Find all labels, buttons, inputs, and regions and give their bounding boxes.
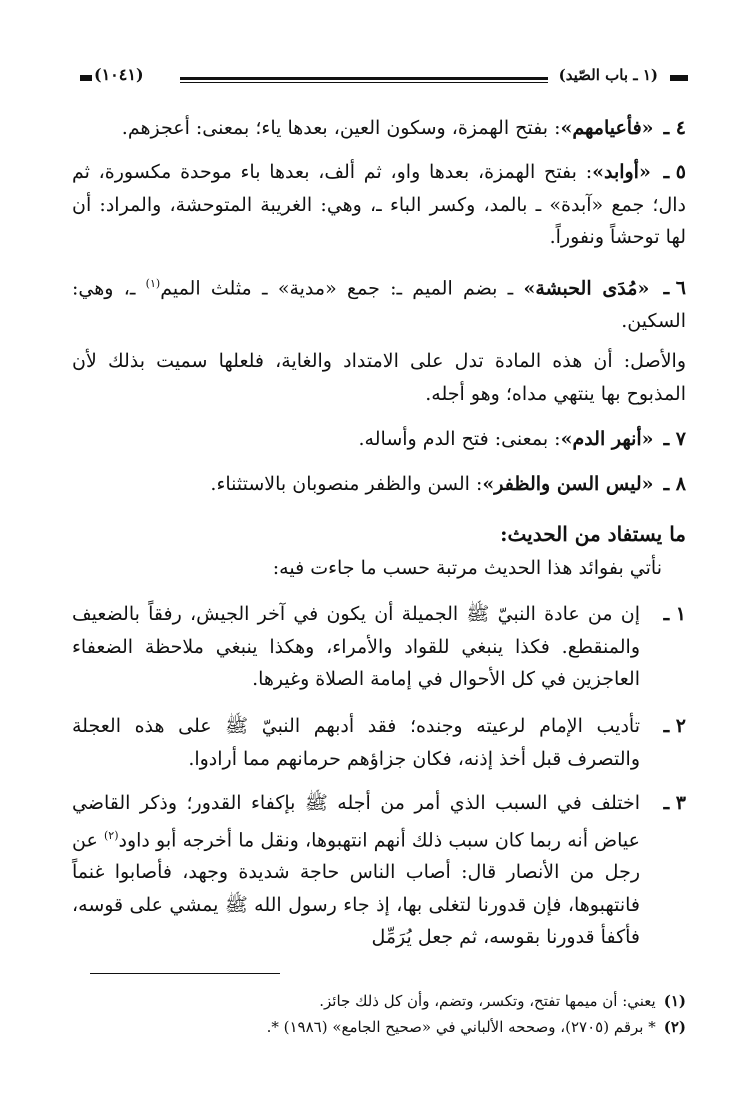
vocab-item-6 [72, 268, 686, 337]
benefit-text-cont: عن رجل من الأنصار قال: أصاب الناس حاجة شديدة وجهد، فأصابوا غنماً فانتهبوها، فإن قدورنا لتغلى بها، إذ جاء رسول الله ﷺ يمشي على قوسه، فأكفأ قدورنا بقوسه، ثم جعل يُرَمِّل [72, 828, 640, 949]
benefit-number: ٣ ـ [663, 792, 686, 814]
item-term: «فأعيامهم» [560, 117, 654, 139]
vocab-item-5 [72, 156, 686, 254]
item-term: «ليس السن والظفر» [482, 473, 654, 495]
benefit-text [72, 787, 640, 954]
item-text-cont: ـ، وهي: السكين. [72, 277, 686, 332]
running-header [80, 65, 688, 90]
benefit-number: ١ ـ [663, 603, 686, 625]
vocab-item-4 [72, 112, 686, 145]
item-text: : بفتح الهمزة، وسكون العين، بعدها ياء؛ بمعنى: أعجزهم. [121, 117, 561, 139]
footnote-2 [72, 1016, 686, 1038]
benefit-number: ٢ ـ [663, 715, 686, 737]
section-intro: نأتي بفوائد هذا الحديث مرتبة حسب ما جاءت فيه: [272, 557, 662, 579]
item-text: : السن والظفر منصوبان بالاستثناء. [210, 473, 483, 495]
vocab-item-8 [72, 468, 686, 501]
item-number: ٤ ـ [663, 117, 686, 139]
footnote-separator [90, 973, 280, 974]
page-number: (١٠٤١) [94, 65, 144, 84]
footnote-text: * برقم (٢٧٠٥)، وصححه الألباني في «صحيح الجامع» (١٩٨٦) *. [266, 1018, 656, 1036]
item-number: ٧ ـ [663, 428, 686, 450]
item-term: «مُدَى الحبشة» [523, 277, 650, 300]
item-text: : بفتح الهمزة، بعدها واو، ثم ألف، بعدها باء موحدة مكسورة، ثم دال؛ جمع «آبدة» ـ بالمد، وكسر الباء ـ، وهي: الغريبة المتوحشة، والمراد: أن لها توحشاً ونفوراً. [72, 161, 686, 248]
item-number: ٦ ـ [663, 277, 686, 300]
footnote-text: يعني: أن ميمها تفتح، وتكسر، وتضم، وأن كل ذلك جائز. [319, 992, 656, 1010]
item-text: ـ بضم الميم ـ: جمع «مدية» ـ مثلث الميم [160, 277, 524, 300]
footnote-ref[interactable]: (٢) [103, 828, 119, 842]
footnote-ref[interactable]: (١) [145, 277, 161, 290]
benefit-text-part: اختلف في السبب الذي أمر من أجله ﷺ بإكفاء القدور؛ وذكر القاضي عياض أنه ربما كان سبب ذلك أنهم انتهبوها، ونقل ما أخرجه أبو داود [72, 792, 640, 851]
section-heading: ما يستفاد من الحديث: [500, 522, 686, 546]
benefit-item-2 [72, 710, 686, 775]
origin-paragraph: والأصل: أن هذه المادة تدل على الامتداد والغاية، فلعلها سميت بذلك لأن المذبوح بها ينتهي مداه؛ وهو أجله. [72, 350, 686, 405]
benefit-item-3 [72, 787, 686, 954]
item-number: ٨ ـ [663, 473, 686, 495]
benefit-text: تأديب الإمام لرعيته وجنده؛ فقد أدبهم النبيّ ﷺ على هذه العجلة والتصرف قبل أخذ إذنه، فكان جزاؤهم حرمانهم مما أرادوا. [72, 715, 640, 770]
header-ornament-right [670, 75, 688, 81]
benefit-item-1 [72, 598, 686, 696]
header-ornament-left [80, 75, 92, 81]
item-text: : بمعنى: فتح الدم وأساله. [358, 428, 561, 450]
chapter-title: (١ ـ باب الصّيد) [558, 66, 658, 84]
header-rule [180, 77, 548, 80]
footnote-number: (١) [663, 992, 686, 1010]
item-number: ٥ ـ [663, 161, 686, 183]
item-term: «أوابد» [592, 161, 651, 183]
benefit-text: إن من عادة النبيّ ﷺ الجميلة أن يكون في آخر الجيش، رفقاً بالضعيف والمنقطع. فكذا ينبغي للقواد والأمراء، وهكذا ينبغي ملاحظة الضعفاء العاجزين في كل الأحوال في إمامة الصلاة وغيرها. [72, 603, 640, 690]
vocab-item-7 [72, 423, 686, 456]
footnote-1 [72, 990, 686, 1012]
header-rule-thin [180, 82, 548, 83]
item-term: «أنهر الدم» [560, 428, 654, 450]
footnote-number: (٢) [663, 1018, 686, 1036]
